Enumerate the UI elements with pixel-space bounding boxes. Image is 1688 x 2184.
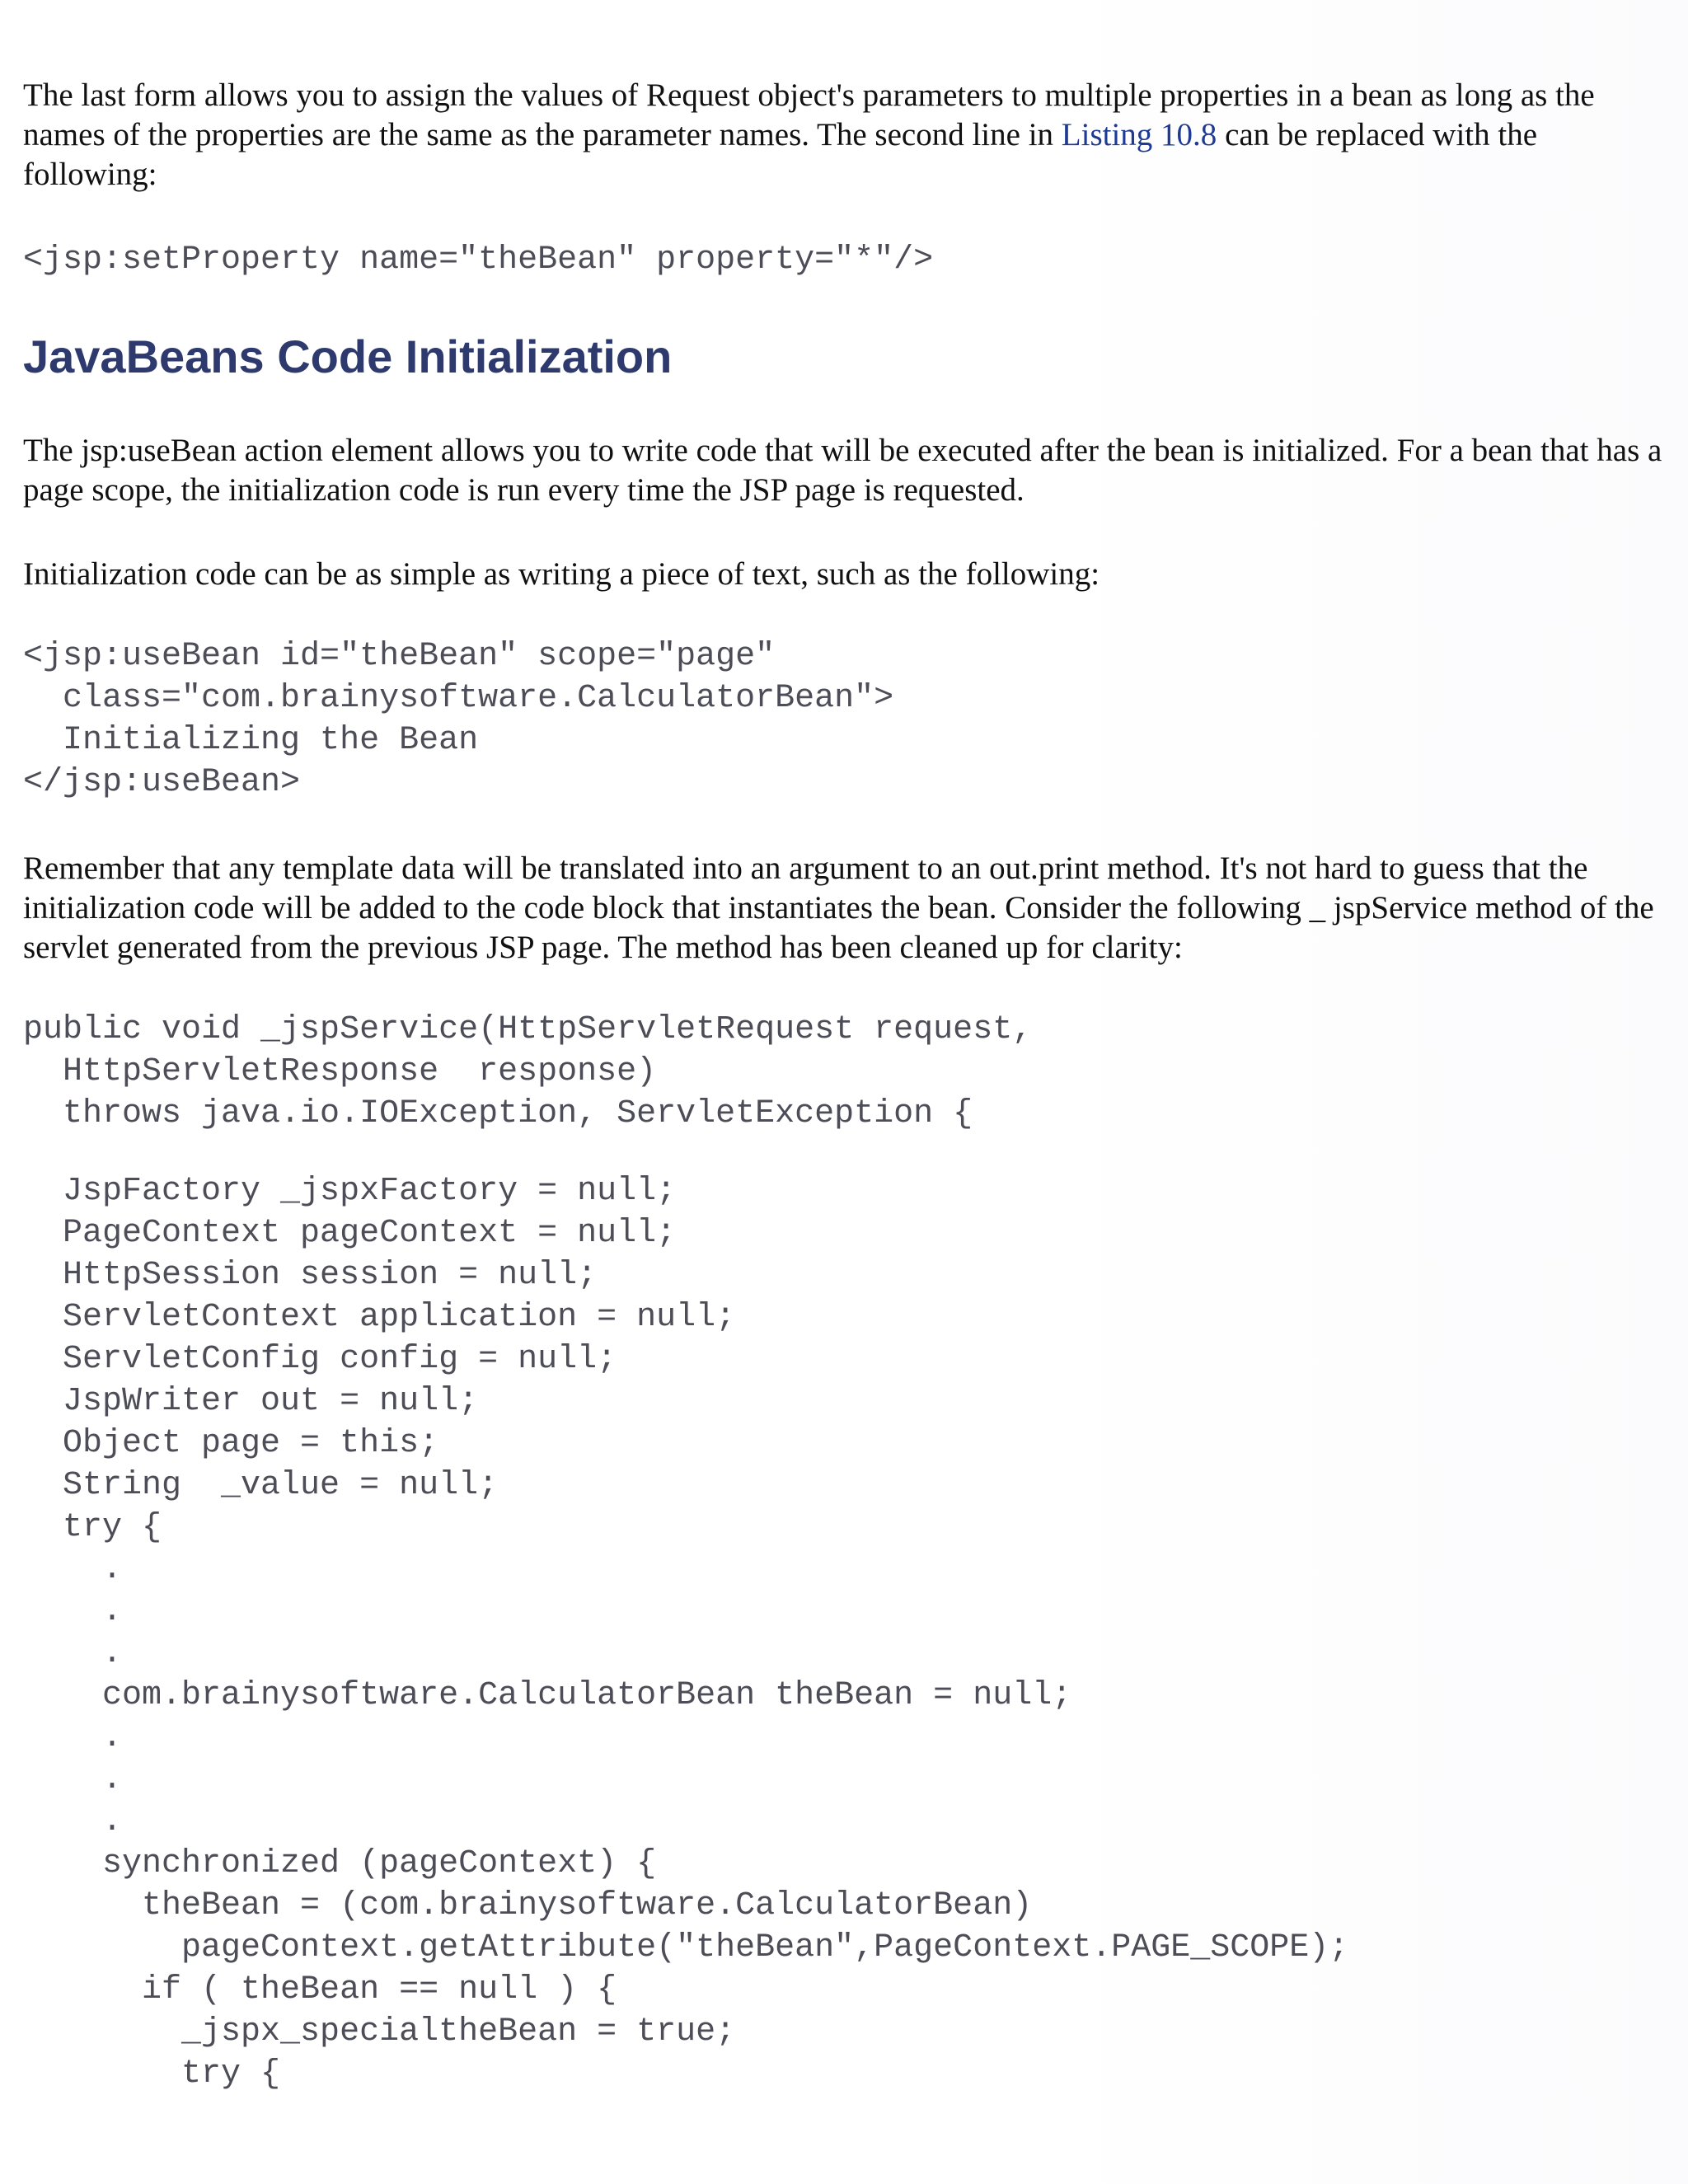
code-line: HttpSession session = null; [23,1257,598,1294]
code-line: . [23,1551,123,1588]
code-line: <jsp:useBean id="theBean" scope="page" [23,638,776,675]
code-line: Initializing the Bean [23,722,479,759]
code-line: Object page = this; [23,1425,439,1462]
code-line: _jspx_specialtheBean = true; [23,2013,736,2050]
code-line: com.brainysoftware.CalculatorBean theBean = null; [23,1677,1072,1714]
code-block-set-property [23,239,1665,281]
code-line: . [23,1803,123,1840]
code-line: theBean = (com.brainysoftware.CalculatorBean) [23,1887,1033,1924]
paragraph-usebean: The jsp:useBean action element allows you to write code that will be executed after the bean is initialized. For a bean that has a page scope, the initialization code is run every time the JSP page is requested. [23,433,1662,508]
code-line: ServletContext application = null; [23,1299,736,1336]
code-line [23,1135,1665,1170]
code-line: pageContext.getAttribute("theBean",PageContext.PAGE_SCOPE); [23,1929,1349,1966]
code-line: throws java.io.IOException, ServletException { [23,1095,973,1132]
code-line: . [23,1593,123,1630]
code-line: class="com.brainysoftware.CalculatorBean"> [23,680,894,717]
code-line: PageContext pageContext = null; [23,1215,677,1252]
code-line: public void _jspService(HttpServletRequest request, [23,1011,1033,1048]
paragraph-remember: Remember that any template data will be translated into an argument to an out.print method. It's not hard to guess that the initialization code will be added to the code block that instantiates the bean. Consider the following _ jspService method of the servlet generated from the previous JSP page. The method has been cleaned up for clarity: [23,851,1654,965]
code-line: ServletConfig config = null; [23,1341,617,1378]
code-line: . [23,1635,123,1672]
code-line: String _value = null; [23,1467,499,1504]
intro-text-before-link: The last form allows you to assign the values of Request object's parameters to multiple properties in a bean as long as the names of the properties are the same as the parameter names. The second line in [23,77,1595,152]
code-line: JspWriter out = null; [23,1383,479,1420]
code-line: try { [23,1509,162,1546]
code-line: . [23,1761,123,1798]
code-line: try { [23,2055,281,2093]
listing-link[interactable]: Listing 10.8 [1061,117,1217,152]
code-line: HttpServletResponse response) [23,1053,657,1090]
code-line: <jsp:setProperty name="theBean" property="*"/> [23,241,934,279]
code-line: synchronized (pageContext) { [23,1845,657,1882]
paragraph-init-code: Initialization code can be as simple as writing a piece of text, such as the following: [23,556,1100,592]
code-line: </jsp:useBean> [23,764,301,801]
code-line: . [23,1719,123,1756]
code-line: JspFactory _jspxFactory = null; [23,1173,677,1210]
code-block-jspservice [23,1009,1665,2095]
code-block-usebean [23,635,1665,804]
intro-text-after-link: can be replaced with the following: [23,117,1538,192]
code-line: if ( theBean == null ) { [23,1971,617,2008]
intro-paragraph [23,76,1665,194]
section-heading: JavaBeans Code Initialization [23,330,673,382]
